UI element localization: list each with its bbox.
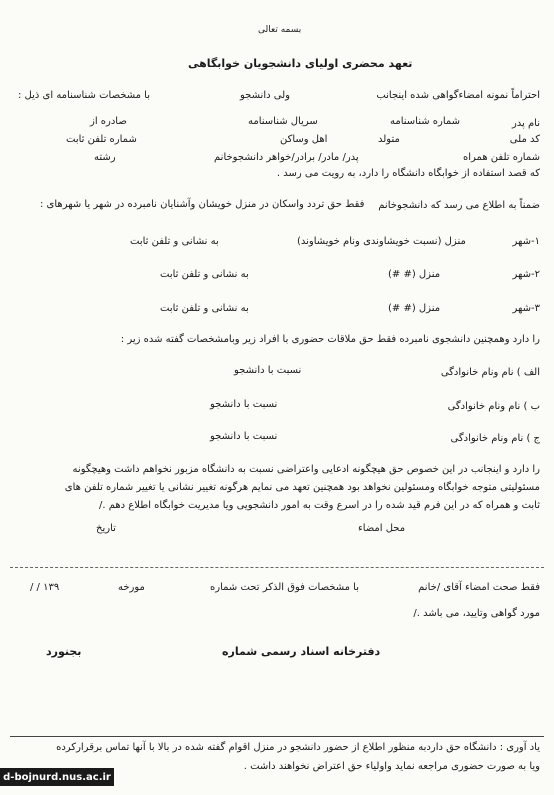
- cert-date: / / ۱۳۹: [30, 582, 60, 593]
- field-id-number: شماره شناسنامه: [390, 116, 461, 127]
- section-divider: [10, 567, 544, 568]
- field-issued-from: صادره از: [90, 116, 127, 127]
- person-c-relation: نسبت با دانشجو: [210, 431, 278, 442]
- cert-dated-label: مورخه: [118, 582, 145, 593]
- field-mobile: شماره تلفن همراه: [463, 152, 540, 163]
- intro-mid: ولی دانشجو: [240, 90, 290, 101]
- field-relation: پدر/ مادر/ برادر/خواهر دانشجوخانم: [214, 152, 359, 163]
- city-3-contact: به نشانی و تلفن ثابت: [160, 303, 249, 314]
- notary-office: دفترخانه اسناد رسمی شماره: [222, 645, 381, 658]
- cert-line1-mid: با مشخصات فوق الذکر تحت شماره: [210, 582, 359, 593]
- city-1-home: منزل (نسبت خویشاوندی ونام خویشاوند): [297, 236, 466, 247]
- city-2-home: منزل (# #): [388, 269, 441, 280]
- signature-date: تاریخ: [96, 523, 116, 534]
- person-a-name: الف ) نام ونام خانوادگی: [440, 367, 540, 378]
- visit-rights: را دارد وهمچنین دانشجوی نامبرده فقط حق ملاقات حضوری با افراد زیر وبامشخصات گفته شده زیر :: [120, 334, 540, 345]
- field-national-code: کد ملی: [509, 134, 540, 145]
- person-b-name: ب ) نام ونام خانوادگی: [447, 401, 540, 412]
- city-1-contact: به نشانی و تلفن ثابت: [130, 236, 219, 247]
- signature-place: محل امضاء: [358, 523, 406, 534]
- pledge-line-3: ثابت و همراه که در این فرم قید شده را در اسرع وقت به امور دانشجویی ویا مدیریت خوابگاه اطلاع دهم ./: [99, 500, 540, 511]
- page-title: تعهد محضری اولیای دانشجویان خوابگاهی: [188, 57, 413, 70]
- field-landline: شماره تلفن ثابت: [66, 134, 137, 145]
- cert-line1-right: فقط صحت امضاء آقای /خانم: [418, 582, 540, 593]
- intro-left: با مشخصات شناسنامه ای ذیل :: [18, 90, 150, 101]
- cert-line2: مورد گواهی وتایید، می باشد ./: [413, 608, 540, 619]
- intro-right: احتراماً نمونه امضاءگواهی شده اینجانب: [376, 90, 540, 101]
- reminder-line-1: یاد آوری : دانشگاه حق داردبه منظور اطلاع از حضور دانشجو در منزل اقوام گفته شده در بالا با آنها تماس برقرارکرده: [56, 742, 540, 753]
- bismillah: بسمه تعالی: [258, 25, 302, 35]
- notice-right: ضمناً به اطلاع می رسد که دانشجوخانم: [378, 200, 540, 211]
- notice-left: فقط حق تردد واسکان در منزل خویشان وآشنایان نامبرده در شهر یا شهرهای :: [40, 199, 365, 210]
- city-3-home: منزل (# #): [388, 303, 441, 314]
- pledge-line-1: را دارد و اینجانب در این خصوص حق هیچگونه ادعایی واعتراضی نسبت به دانشگاه مزبور نخواهم داشت وهیچگونه: [72, 464, 540, 475]
- person-b-relation: نسبت با دانشجو: [210, 399, 278, 410]
- field-father-name: نام پدر: [511, 118, 540, 129]
- city-1-label: ۱-شهر: [512, 236, 540, 247]
- reminder-line-2: ویا به صورت حضوری مراجعه نماید واولیاء حق اعتراض نخواهند داشت .: [243, 761, 540, 772]
- person-a-relation: نسبت با دانشجو: [234, 365, 302, 376]
- field-id-serial: سریال شناسنامه: [248, 116, 318, 127]
- field-residence: اهل وساکن: [280, 134, 328, 145]
- notary-city: بجنورد: [46, 645, 82, 658]
- city-3-label: ۳-شهر: [512, 303, 540, 314]
- city-2-label: ۲-شهر: [512, 269, 540, 280]
- person-c-name: ج ) نام ونام خانوادگی: [450, 433, 540, 444]
- field-dorm-note: که قصد استفاده از خوابگاه دانشگاه را دارد، به رویت می رسد .: [276, 168, 540, 179]
- reminder-divider: [10, 736, 544, 737]
- pledge-line-2: مسئولیتی متوجه خوابگاه ومسئولین نخواهد بود همچنین تعهد می نمایم هرگونه تغییر نشانی یا تغییر شماره تلفن های: [64, 482, 540, 493]
- city-2-contact: به نشانی و تلفن ثابت: [160, 269, 249, 280]
- field-birth: متولد: [378, 134, 400, 145]
- field-major: رشته: [94, 152, 116, 163]
- site-badge: d-bojnurd.nus.ac.ir: [0, 768, 114, 786]
